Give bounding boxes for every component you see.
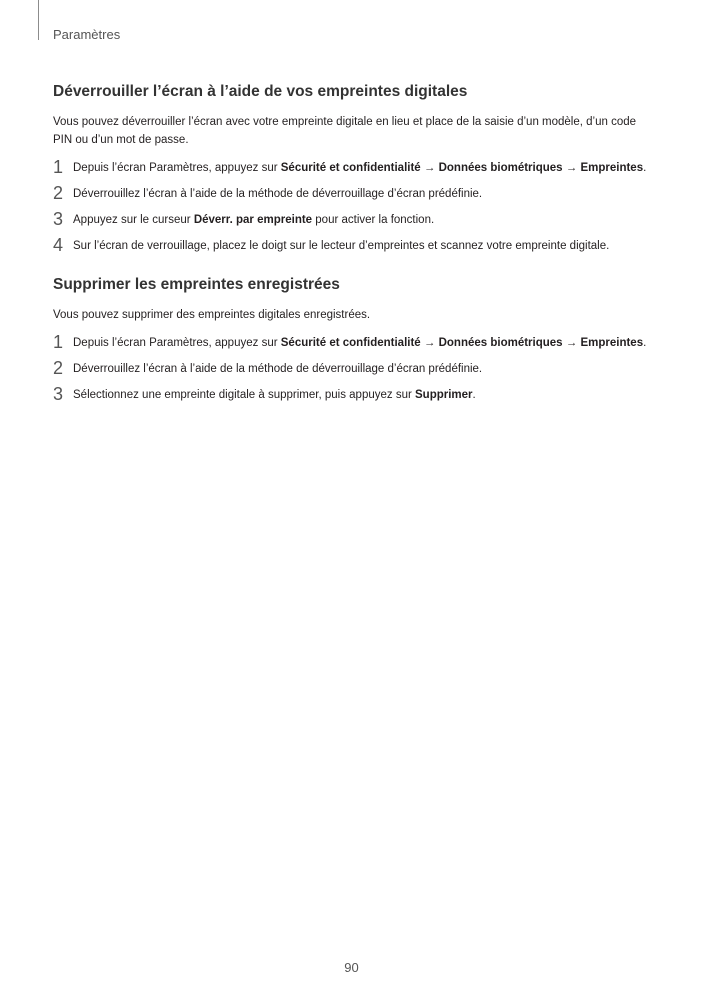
step-bold: Supprimer <box>415 389 473 401</box>
step-bold: Données biométriques <box>438 337 563 349</box>
section-intro: Vous pouvez déverrouiller l’écran avec votre empreinte digitale en lieu et place de la saisie d’un modèle, d’un code PIN ou d’un mot de passe. <box>53 116 637 146</box>
step-text: Sélectionnez une empreinte digitale à supprimer, puis appuyez sur <box>73 389 416 401</box>
steps-list <box>53 159 647 255</box>
step-item <box>53 185 647 203</box>
step-text: Sur l’écran de verrouillage, placez le doigt sur le lecteur d’empreintes et scannez votre empreinte digitale. <box>73 240 610 252</box>
step-bold: Sécurité et confidentialité <box>280 337 421 349</box>
step-text: Depuis l’écran Paramètres, appuyez sur <box>73 337 281 349</box>
step-item <box>53 211 647 229</box>
step-bold: Empreintes <box>580 337 644 349</box>
step-item <box>53 386 647 404</box>
section-title: Déverrouiller l’écran à l’aide de vos empreintes digitales <box>53 83 468 100</box>
step-bold: Sécurité et confidentialité <box>280 162 421 174</box>
running-header: Paramètres <box>53 27 121 42</box>
step-bold: Empreintes <box>580 162 644 174</box>
step-text: pour activer la fonction. <box>312 214 435 226</box>
step-item <box>53 334 647 352</box>
step-number: 2 <box>53 358 64 378</box>
step-text: → <box>562 162 581 174</box>
margin-rule <box>38 0 39 40</box>
step-text: . <box>643 162 647 174</box>
step-text: Déverrouillez l’écran à l’aide de la méthode de déverrouillage d’écran prédéfinie. <box>73 188 483 200</box>
step-text: → <box>420 337 439 349</box>
step-number: 2 <box>53 183 64 203</box>
step-text: . <box>472 389 476 401</box>
steps-list <box>53 334 647 404</box>
section-title: Supprimer les empreintes enregistrées <box>53 276 340 293</box>
step-item <box>53 237 647 255</box>
page-number: 90 <box>344 960 359 975</box>
step-text: Déverrouillez l’écran à l’aide de la méthode de déverrouillage d’écran prédéfinie. <box>73 363 483 375</box>
step-text: Depuis l’écran Paramètres, appuyez sur <box>73 162 281 174</box>
step-number: 4 <box>53 235 64 255</box>
step-item <box>53 360 647 378</box>
step-bold: Déverr. par empreinte <box>193 214 313 226</box>
step-text: → <box>420 162 439 174</box>
section-intro: Vous pouvez supprimer des empreintes digitales enregistrées. <box>53 309 371 321</box>
step-bold: Données biométriques <box>438 162 563 174</box>
step-text: . <box>643 337 647 349</box>
section-delete-fingerprints <box>53 275 647 404</box>
step-text: → <box>562 337 581 349</box>
step-item <box>53 159 647 177</box>
page-content <box>53 82 647 412</box>
step-number: 1 <box>53 157 64 177</box>
step-number: 1 <box>53 332 64 352</box>
section-unlock-fingerprint <box>53 82 647 255</box>
step-number: 3 <box>53 384 64 404</box>
step-text: Appuyez sur le curseur <box>73 214 194 226</box>
step-number: 3 <box>53 209 64 229</box>
